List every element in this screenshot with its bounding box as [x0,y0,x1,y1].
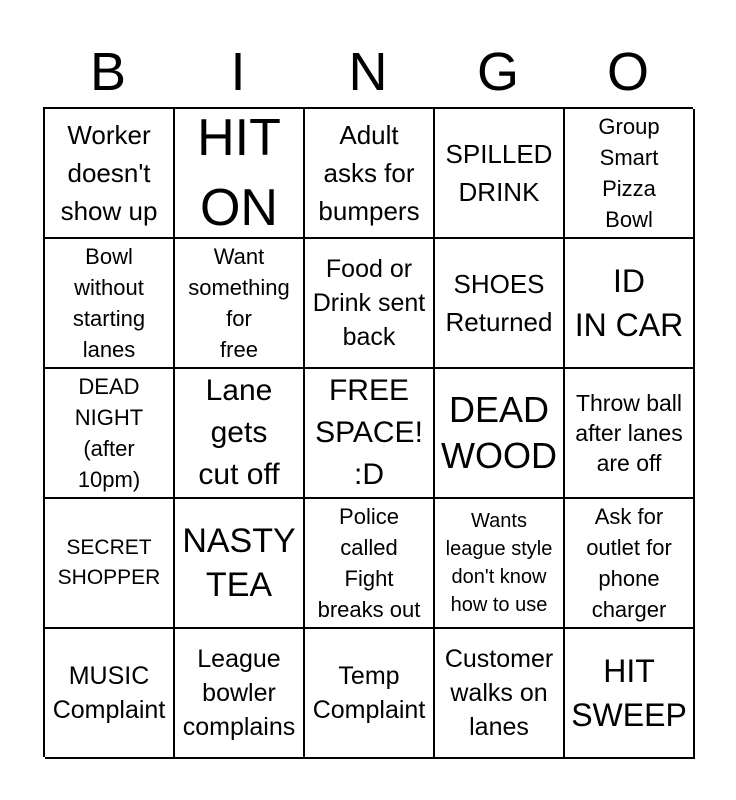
bingo-cell[interactable] [565,629,695,759]
bingo-cell[interactable] [175,239,305,369]
bingo-card-grid [43,107,693,757]
cell-text: SECRET SHOPPER [57,536,161,589]
bingo-cell[interactable] [435,499,565,629]
bingo-cell[interactable] [435,239,565,369]
cell-text: Wants league style don't know how to use [445,510,553,616]
cell-text: Bowl without starting lanes [72,244,146,362]
header-letter-o: O [606,42,649,102]
cell-text: Adult asks for bumpers [318,120,420,226]
cell-text: Throw ball after lanes are off [575,390,683,476]
bingo-cell[interactable] [565,369,695,499]
cell-text: Want something for free [188,244,290,362]
header-letter-g: G [476,42,519,102]
cell-text: SPILLED DRINK [445,139,553,207]
cell-text: Food or Drink sent back [312,255,426,351]
bingo-cell[interactable] [565,239,695,369]
cell-text: Customer walks on lanes [444,645,554,741]
bingo-cell[interactable] [175,369,305,499]
bingo-cell[interactable] [305,629,435,759]
cell-text: Ask for outlet for phone charger [586,504,672,622]
header-letter-n: N [348,42,388,102]
bingo-header [43,40,693,104]
bingo-cell[interactable] [175,629,305,759]
cell-text: Police called Fight breaks out [317,504,421,622]
cell-text: Worker doesn't show up [60,120,158,226]
bingo-cell[interactable] [175,109,305,239]
cell-text: Lane gets cut off [198,374,280,491]
cell-text: DEAD NIGHT (after 10pm) [74,374,144,492]
bingo-cell[interactable] [565,109,695,239]
bingo-cell[interactable] [45,369,175,499]
header-letter-i: I [230,42,246,102]
bingo-cell[interactable] [435,369,565,499]
bingo-cell[interactable] [45,499,175,629]
cell-text: Temp Complaint [312,662,426,724]
bingo-cell[interactable] [45,629,175,759]
bingo-cell[interactable] [435,629,565,759]
header-letter-b: B [89,42,127,102]
cell-text: FREE SPACE! :D [315,374,423,491]
cell-text: MUSIC Complaint [52,662,166,724]
cell-text: Group Smart Pizza Bowl [598,114,660,232]
bingo-cell[interactable] [565,499,695,629]
bingo-cell[interactable] [305,239,435,369]
bingo-cell[interactable] [45,109,175,239]
cell-text: NASTY TEA [182,522,296,604]
bingo-cell[interactable] [45,239,175,369]
cell-text: ID IN CAR [574,263,684,343]
bingo-cell[interactable] [305,499,435,629]
cell-text: DEAD WOOD [441,389,557,476]
cell-text: League bowler complains [182,645,296,741]
cell-text: HIT ON [197,109,281,237]
bingo-cell[interactable] [435,109,565,239]
bingo-cell[interactable] [305,369,435,499]
cell-text: SHOES Returned [445,269,553,337]
bingo-cell[interactable] [305,109,435,239]
bingo-cell[interactable] [175,499,305,629]
cell-text: HIT SWEEP [571,653,687,733]
